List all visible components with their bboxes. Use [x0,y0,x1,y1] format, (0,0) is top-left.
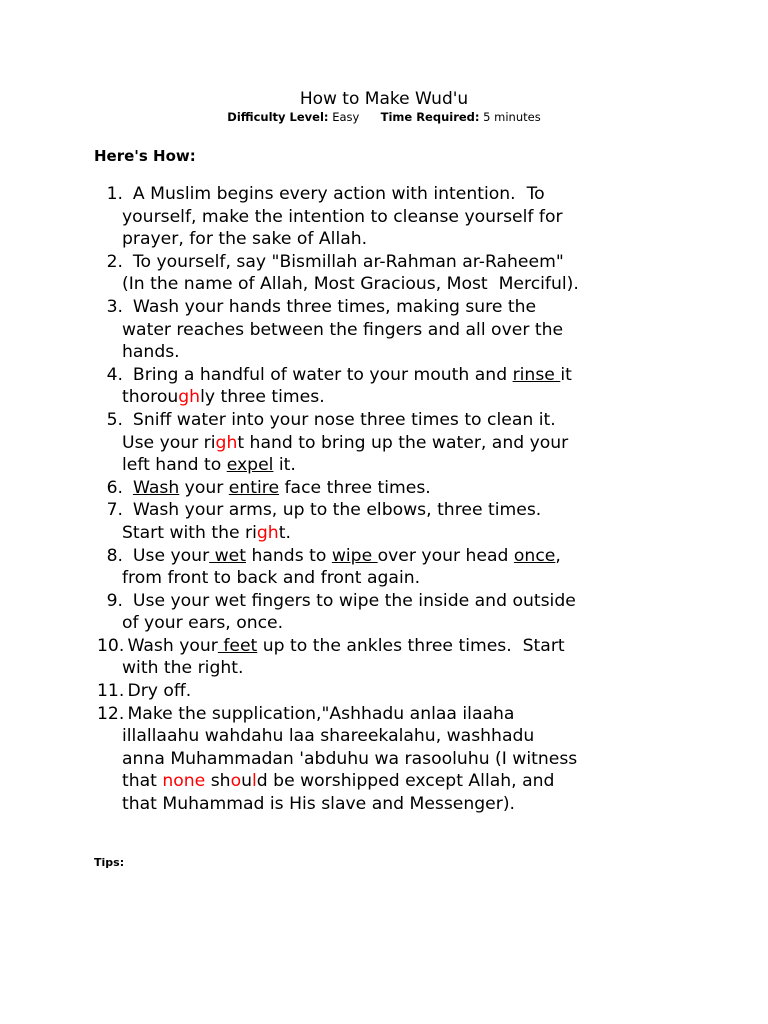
page-title: How to Make Wud'u [299,89,469,109]
step-line [122,703,698,726]
step-line [122,386,698,409]
step-item [0,703,768,816]
step-text: t. [278,522,291,543]
step-item [0,183,768,251]
step-line [122,522,698,545]
step-line [122,251,698,274]
highlighted-text: gh [178,387,201,408]
step-text: d be worshipped except Allah, and [256,771,555,792]
step-text: hands. [122,342,180,363]
step-line [122,793,698,816]
step-item [0,499,768,544]
step-item [0,680,768,703]
underlined-text: expel [226,455,274,476]
step-text: of your ears, once. [122,613,284,634]
step-text: A Muslim begins every action with intention. To [122,184,545,204]
step-line [122,477,698,500]
step-item [0,477,768,500]
step-text: thorou [122,387,179,408]
highlighted-text: gh [215,432,238,453]
step-text: it. [273,455,296,476]
step-text: your [179,477,229,498]
step-text: u [241,771,252,792]
step-line [122,206,698,229]
step-text: Wash your [122,635,218,656]
step-text: with the right. [122,658,244,679]
highlighted-text: gh [256,522,279,543]
step-line [122,341,698,364]
step-line [122,183,698,206]
underlined-text: rinse [512,364,561,385]
step-line [122,657,698,680]
step-text: Start with the ri [122,522,257,543]
step-text: yourself, make the intention to cleanse yourself for [122,206,563,227]
meta-line [0,109,768,125]
underlined-text: entire [228,477,280,498]
step-number: 8. [106,545,123,566]
step-text: from front to back and front again. [122,568,421,589]
step-number: 10. [97,635,125,656]
step-text: Bring a handful of water to your mouth and [122,364,513,385]
step-text: To yourself, say "Bismillah ar-Rahman ar-Raheem" [122,251,564,272]
underlined-text: once [513,545,556,566]
step-text: Wash your arms, up to the elbows, three times. [122,500,542,521]
step-text: left hand to [122,455,227,476]
step-text: Use your ri [122,432,216,453]
step-line [122,273,698,296]
step-line [122,499,698,522]
step-text: hands to [246,545,332,566]
step-line [122,319,698,342]
step-text: water reaches between the fingers and all over the [122,319,564,340]
step-line [122,228,698,251]
step-text: Use your [122,545,210,566]
step-item [0,296,768,364]
underlined-text: feet [217,635,258,656]
step-line [122,770,698,793]
underlined-text: wipe [331,545,378,566]
step-line [122,612,698,635]
step-line [122,748,698,771]
step-item [0,590,768,635]
step-line [122,635,698,658]
step-text: t hand to bring up the water, and your [237,432,569,453]
step-line [122,296,698,319]
step-text [122,478,133,498]
step-item [0,251,768,296]
step-line [122,545,698,568]
step-number: 5. [106,409,123,430]
step-line [122,725,698,748]
step-item [0,635,768,680]
time-label: Time Required: [380,110,480,124]
difficulty-label: Difficulty Level: [227,110,329,124]
highlighted-text: l [252,771,257,792]
step-text: sh [205,771,231,792]
step-text: , [555,545,561,566]
underlined-text: Wash [132,477,180,498]
step-number: 6. [106,477,123,498]
step-text: that [122,771,163,792]
step-line [122,409,698,432]
step-number: 2. [106,251,123,272]
step-text: anna Muhammadan 'abduhu wa rasooluhu (I witness [122,748,578,769]
step-text: illallaahu wahdahu laa shareekalahu, washhadu [122,726,535,747]
step-number: 12. [97,703,125,724]
step-item [0,545,768,590]
step-text: Wash your hands three times, making sure the [122,296,537,317]
step-line [122,432,698,455]
underlined-text: wet [209,545,246,566]
step-text: Use your wet fingers to wipe the inside and outside [122,590,576,611]
step-line [122,590,698,613]
step-text: (In the name of Allah, Most Gracious, Most Merciful). [122,274,579,295]
difficulty-value: Easy [332,110,360,124]
step-number: 3. [106,296,123,317]
highlighted-text: o [230,771,242,792]
step-line [122,364,698,387]
step-text: prayer, for the sake of Allah. [122,229,368,250]
step-item [0,409,768,477]
time-value: 5 minutes [483,110,541,124]
highlighted-text: none [162,771,206,792]
step-number: 7. [106,500,123,521]
tips-label: Tips: [94,856,125,869]
step-number: 1. [106,184,123,204]
step-text: Make the supplication,"Ashhadu anlaa ilaaha [122,703,515,724]
section-heading: Here's How: [94,147,196,165]
step-text: Sniff water into your nose three times to clean it. [122,409,556,430]
step-line [122,454,698,477]
step-text: face three times. [279,477,431,498]
step-text: over your head [377,545,514,566]
step-number: 9. [106,590,123,611]
step-text: up to the ankles three times. Start [257,635,565,656]
step-text: Dry off. [122,681,192,702]
step-item [0,364,768,409]
step-line [122,680,698,703]
step-number: 4. [106,364,123,385]
step-text: it [560,364,572,385]
step-number: 11. [97,681,125,702]
steps-list [0,183,768,816]
step-text: that Muhammad is His slave and Messenger). [122,794,515,815]
step-line [122,567,698,590]
step-text: ly three times. [200,387,325,408]
